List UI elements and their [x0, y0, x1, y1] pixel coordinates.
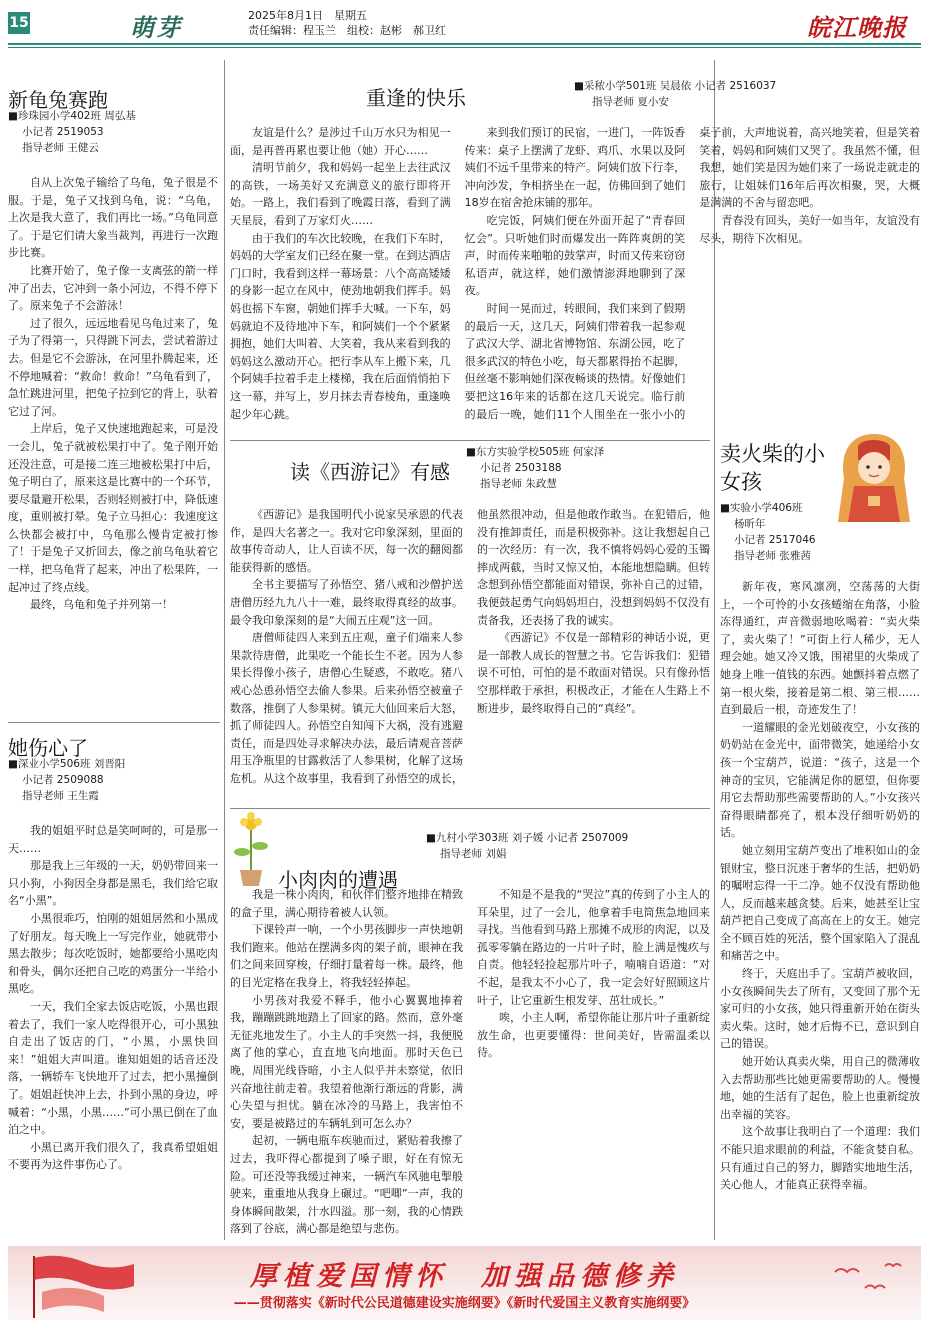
- byline-sad: ■深业小学506班 刘晋阳 小记者 2509088 指导老师 王生霞: [8, 758, 126, 802]
- byline-matchgirl: ■实验小学406班 杨昕年 小记者 2517046 指导老师 张雅茜: [720, 502, 816, 562]
- byline-reunion: ■采秾小学501班 吴晨依 小记者 2516037 指导老师 夏小安: [574, 80, 777, 108]
- section-title: 萌芽: [130, 13, 182, 42]
- column-rule-1: [224, 60, 225, 1240]
- byline-tortoise: ■珍珠园小学402班 周弘基 小记者 2519053 指导老师 王健云: [8, 110, 136, 154]
- article-body-journey: 《西游记》是我国明代小说家吴承恩的代表作，是四大名著之一。我对它印象深刻，里面的故事传奇动人，让人百读不厌，每一次的翻阅都能获得新的感悟。 全书主要描写了孙悟空、猪八戒和沙僧护送唐僧历经九九八十一难，最终取得真经的故事。最令我印象深刻的是“大闹五庄观”这一回。 唐僧师徒四人来到五庄观，童子们端来人参果款待唐僧，此果吃一个能长生不老。因为人参果长得像小孩子，唐僧心生疑惑，不敢吃。猪八戒心怂恿孙悟空去偷人参果。后来孙悟空被童子数落，推倒了人参果树。镇元大仙回来后大怒，抓了师徒四人。孙悟空自知闯下大祸，没有逃避责任，而是四处寻求解决办法，最后请观音菩萨用玉净瓶里的甘露救活了人参果树，化解了这场危机。从这个故事里，我看到了孙悟空的成长，他虽然很冲动，但是他敢作敢当。在犯错后，他没有推卸责任，而是积极弥补。这让我想起自己的一次经历：有一次，我不慎将妈妈心爱的玉镯摔成两截，当时又惊又怕，本能地想隐瞒。但转念想到孙悟空都能面对错误，弥补自己的过错，我便鼓起勇气向妈妈坦白，没想到妈妈不仅没有责备我，还表扬了我的诚实。 《西游记》不仅是一部精彩的神话小说，更是一部教人成长的智慧之书。它告诉我们：犯错误不可怕，可怕的是不敢面对错误。只有像孙悟空那样敢于承担，积极改正，才能在人生路上不断进步，最终取得自己的“真经”。: [230, 508, 710, 785]
- article-body-succulent: 我是一株小肉肉，和伙伴们整齐地排在精致的盒子里，满心期待着被人认领。 下课铃声一响，一个小男孩脚步一声快地朝我们跑来。他站在摆满多肉的架子前，眼神在我们之间来回穿梭，仔细打量着每一株。最终，他的目光定格在我身上，将我轻轻捧起。 小男孩对我爱不释手，他小心翼翼地捧着我，蹦蹦跳跳地踏上了回家的路。然而，意外毫无征兆地发生了。小主人的手突然一抖，我便脱离了他的掌心，直直地飞向地面。那时天色已晚，周围光线昏暗，小主人似乎并未察觉，依旧兴奋地往前走着。我望着他渐行渐远的背影，满心失望与担忧。躺在冰冷的马路上，我害怕不安，要是被路过的车辆轧到可怎么办？ 起初，一辆电瓶车疾驰而过，紧贴着我擦了过去，我吓得心都提到了嗓子眼，好在有惊无险。可还没等我缓过神来，一辆汽车风驰电掣般驶来，重重地从我身上碾过。“吧唧”一声，我的身体瞬间散架，汁水四溢。那一刻，我的心情跌落到了谷底，满心都是绝望与悲伤。 不知是不是我的“哭泣”真的传到了小主人的耳朵里，过了一会儿，他拿着手电筒焦急地回来寻找。当他看到马路上那摊不成形的肉泥，以及孤零零躺在路边的一片叶子时，脸上满是愧疚与自责。他轻轻捡起那片叶子，喃喃自语道：“对不起，是我太不小心了，我一定会好好照顾这片叶子，让它重新生根发芽、茁壮成长。” 唉，小主人啊，希望你能让那片叶子重新绽放生命，也更要懂得：世间美好，皆需温柔以待。: [230, 888, 710, 1236]
- article-title-sad: 她伤心了: [8, 736, 88, 760]
- article-title-succulent: 小肉肉的遭遇: [278, 868, 398, 892]
- header-info: [248, 8, 446, 38]
- article-body-matchgirl: 新年夜，寒风凛冽，空荡荡的大街上，一个可怜的小女孩蜷缩在角落，小脸冻得通红，声音微弱地吆喝着：“卖火柴了，卖火柴了！”可街上行人稀少，无人理会她。她又冷又饿，围裙里的火柴成了她身上唯一值钱的东西。她颤抖着点燃了第一根火柴，接着是第二根、第三根……直到最后一根，奇迹发生了！ 一道耀眼的金光划破夜空，小女孩的奶奶站在金光中，面带微笑，她递给小女孩一个宝葫芦，说道：“孩子，这是一个神奇的宝贝，它能满足你的愿望，但你要用它去帮助那些需要帮助的人。”小女孩兴奋得眼睛都亮了，根本没仔细听奶奶的话。 她立刻用宝葫芦变出了堆积如山的金银财宝，整日沉迷于奢华的生活，把奶奶的嘱咐忘得一干二净。她不仅没有帮助他人，反而越来越贪婪。后来，她甚至让宝葫芦把自己变成了高高在上的女王。她完全不顾百姓的死活，整个国家陷入了混乱和痛苦之中。 终于，天庭出手了。宝葫芦被收回，小女孩瞬间失去了所有，又变回了那个无家可归的小女孩，她只得重新开始在街头卖火柴。这时，她才后悔不已，意识到自己的错误。 她开始认真卖火柴，用自己的微薄收入去帮助那些比她更需要帮助的人。慢慢地，她的生活有了起色，脸上也重新绽放出幸福的笑容。 这个故事让我明白了一个道理：我们不能只追求眼前的利益，不能贪婪自私。只有通过自己的努力，脚踏实地地生活，关心他人，才能真正获得幸福。: [720, 580, 920, 1192]
- editors: 责任编辑：程玉兰 组校：赵彬 郝卫红: [248, 24, 446, 37]
- footer-banner: [8, 1246, 921, 1320]
- byline-succulent: ■九村小学303班 刘子媛 小记者 2507009 指导老师 刘娟: [426, 832, 629, 860]
- banner-subtitle: ——贯彻落实《新时代公民道德建设实施纲要》《新时代爱国主义教育实施纲要》: [233, 1296, 696, 1311]
- byline-journey: ■东方实验学校505班 何家泽 小记者 2503188 指导老师 朱政慧: [466, 446, 605, 490]
- newspaper-brand: 皖江晚报: [807, 13, 907, 42]
- header-divider: [8, 43, 921, 45]
- article-title-journey: 读《西游记》有感: [290, 460, 450, 484]
- page-number: 15: [8, 12, 30, 34]
- article-body-tortoise: 自从上次兔子输给了乌龟，兔子很是不服。于是，兔子又找到乌龟，说：“乌龟，上次是我大意了，我们再比一场。”乌龟同意了。于是它们请大象当裁判，再进行一次跑步比赛。 比赛开始了，兔子像一支离弦的箭一样冲了出去，它冲到一条小河边，不得不停下了。原来兔子不会游泳！ 过了很久，远远地看见乌龟过来了，兔子为了得第一，只得跳下河去，尝试着游过去。但是它不会游泳，在河里扑腾起来，还不停地喊着：“救命！救命！”乌龟看到了，急忙跳进河里，把兔子拉到它的背上，驮着它过了河。 上岸后，兔子又快速地跑起来，可是没一会儿，兔子就被松果打中了。兔子刚开始还没注意，可是接二连三地被松果打中后，兔子明白了，原来这是比赛中的一个环节，要尽量避开松果，否则轻则被打中，降低速度，重则被打晕。兔子立马担心：我速度这么快都会被打中，乌龟那么慢肯定被打惨了！于是兔子又折回去，像之前乌龟驮着它一样，把乌龟背了起来，冲出了松果阵，一起冲过了终点线。 最终，乌龟和兔子并列第一！: [8, 176, 218, 612]
- banner-slogan: 厚植爱国情怀 加强品德修养: [250, 1261, 679, 1292]
- girl-illustration-icon: [828, 426, 920, 526]
- article-body-sad: 我的姐姐平时总是笑呵呵的，可是那一天…… 那是我上三年级的一天，奶奶带回来一只小狗，小狗因全身都是黑毛，我们给它取名“小黑”。 小黑很乖巧，怕刚的姐姐居然和小黑成了好朋友。每天晚上一写完作业，她就带小黑去散步；每次吃饭时，她都要给小黑吃肉和骨头，偶尔还把自己吃的鸡蛋分一半给小黑吃。 一天，我们全家去饭店吃饭，小黑也跟着去了，我们一家人吃得很开心，可小黑独自走出了饭店的门，“小黑，小黑快回来！”姐姐大声叫道。谁知姐姐的话音还没落，一辆轿车飞快地开了过去，把小黑撞倒了。姐姐赶快冲上去，扑到小黑的身边，呼喊着：“小黑，小黑……”可小黑已倒在了血泊之中。 小黑已离开我们很久了，我真希望姐姐不要再为这件事伤心了。: [8, 824, 218, 1172]
- issue-date: 2025年8月1日 星期五: [248, 9, 367, 22]
- article-body-reunion: 友谊是什么？是涉过千山万水只为相见一面，是再普再累也要让他（她）开心…… 清明节前夕，我和妈妈一起坐上去往武汉的高铁，一场美好又充满意义的旅行即将开始。一路上，我们看到了晚霞日落，看到了满天星辰，看到了万家灯火…… 由于我们的车次比较晚，在我们下车时，妈妈的大学室友们已经在聚一堂。在到达酒店门口时，我看到这样一幕场景：八个高高矮矮的身影一起立在风中，使劲地朝我们挥手。妈妈也摇下车窗，朝她们挥手大喊。一下车，妈妈就迫不及待地冲下车，和阿姨们一个个紧紧拥抱，她们大叫着、大笑着，我从来看到我的妈妈这么激动开心。把行李从车上搬下来，几个阿姨手拉着手走上楼梯，我在后面悄悄拍下这一幕，并写上，岁月抹去青春棱角，重逢唤起少年心跳。 来到我们预订的民宿，一进门，一阵饭香传来：桌子上摆满了龙虾、鸡爪、水果以及阿姨们不远千里带来的特产。阿姨们放下行李，冲向沙发，争相挤坐在一起，仿佛回到了她们18岁在宿舍抢床铺的那年。 吃完饭，阿姨们便在外面开起了“青春回忆会”。只听她们时而爆发出一阵阵爽朗的笑声，时而传来啪啪的鼓掌声，时而又传来窃窃私语声，就这样，她们激情澎湃地聊到了深夜。 时间一晃而过，转眼间，我们来到了假期的最后一天，这几天，阿姨们带着我一起参观了武汉大学、湖北省博物馆、东湖公园，吃了很多武汉的特色小吃，每天都累得抬不起脚，但丝毫不影响她们深夜畅谈的热情。好像她们要把这16年来的话都在这几天说完。临行前的最后一晚，她们11个人围坐在一张小小的桌子前，大声地说着，高兴地笑着，但是笑着笑着，妈妈和阿姨们又哭了。我虽然不懂，但我想，她们笑是因为她们来了一场说走就走的旅行，让姐妹们16年后再次相聚，哭，大概是满满的不舍与留恋吧。 青春没有回头，美好一如当年，友谊没有尽头，期待下次相见。: [230, 126, 920, 421]
- article-title-matchgirl: 卖火柴的小女孩: [720, 442, 825, 494]
- section-rule-left: [8, 722, 220, 723]
- flower-pot-icon: [232, 810, 270, 888]
- article-title-reunion: 重逢的快乐: [366, 86, 466, 110]
- article-title-tortoise: 新龟兔赛跑: [8, 88, 108, 112]
- section-rule-middle-1: [230, 440, 710, 441]
- header-divider-thin: [8, 47, 921, 48]
- section-rule-middle-2: [230, 808, 710, 809]
